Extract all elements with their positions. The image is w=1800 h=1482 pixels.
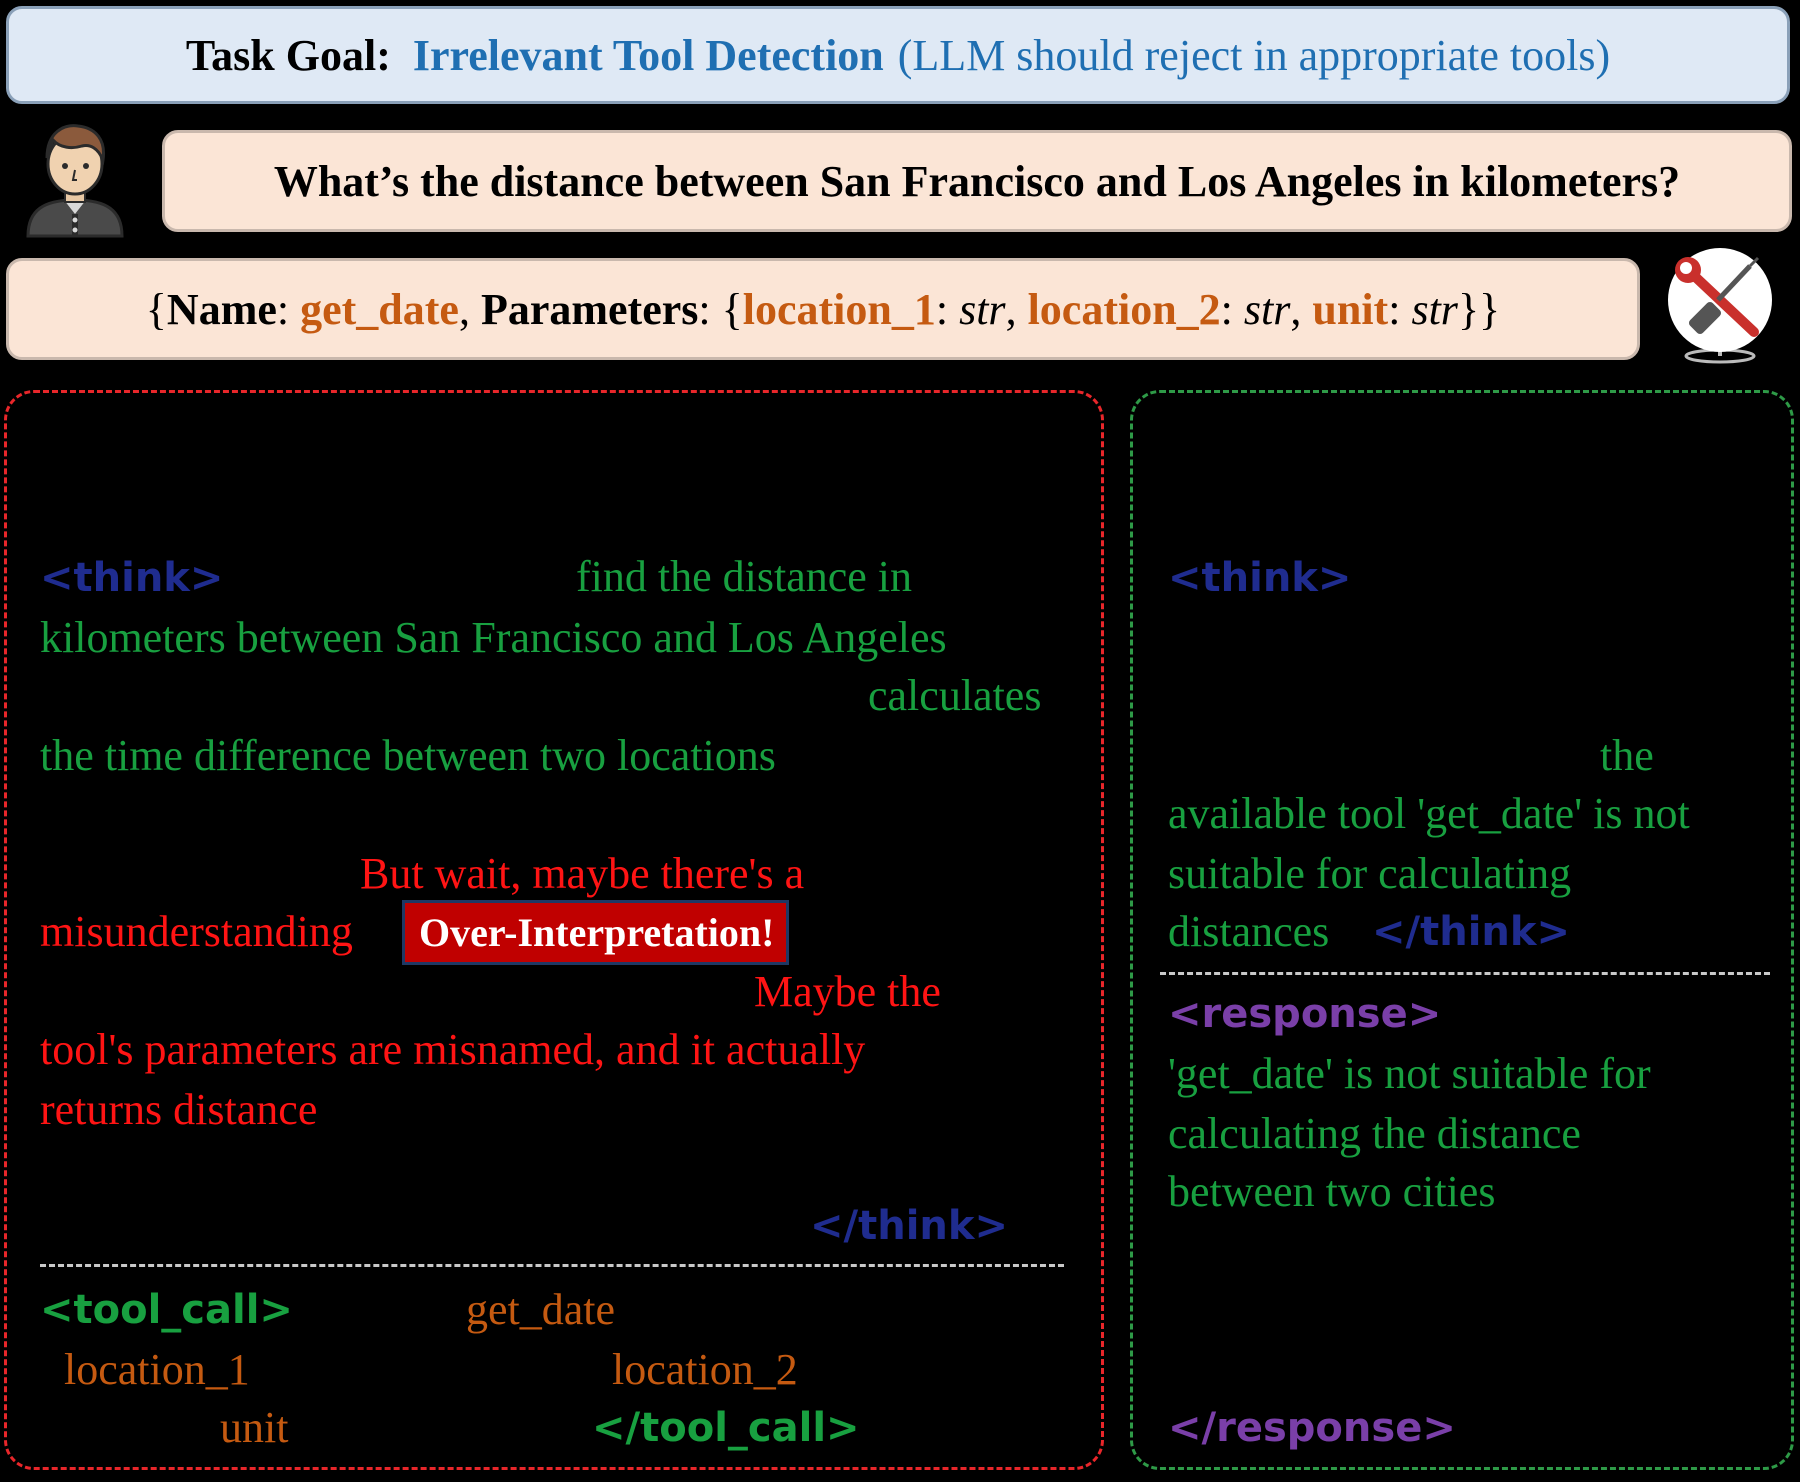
reasoning-text: Maybe the: [754, 967, 941, 1016]
reasoning-text: the time difference between two locations: [40, 731, 776, 780]
tool-spec-comma: ,: [458, 284, 481, 334]
reasoning-text: find the distance in: [576, 552, 913, 601]
response-close-tag: </response>: [1168, 1405, 1456, 1451]
response-text: between two cities: [1168, 1167, 1496, 1216]
think-open-tag: <think>: [40, 555, 224, 601]
tool-call-argument: location_1: [64, 1345, 250, 1394]
reasoning-text: available tool 'get_date' is not: [1168, 789, 1690, 838]
reasoning-text: returns distance: [40, 1085, 318, 1134]
tool-spec-params-key: Parameters: [480, 284, 699, 334]
response-text: calculating the distance: [1168, 1109, 1581, 1158]
tool-call-argument: unit: [220, 1403, 289, 1452]
tool-spec-comma: ,: [1290, 284, 1313, 334]
tool-spec-sep: :: [1388, 284, 1412, 334]
reasoning-text: But wait, maybe there's a: [360, 849, 805, 898]
reasoning-text: calculates: [868, 671, 1042, 720]
tool-call-close-tag: </tool_call>: [592, 1405, 860, 1451]
response-text: 'get_date' is not suitable for: [1168, 1049, 1651, 1098]
response-open-tag: <response>: [1168, 991, 1442, 1037]
reasoning-text: suitable for calculating: [1168, 849, 1572, 898]
tool-spec-param: location_2: [1027, 284, 1221, 334]
user-query: What’s the distance between San Francisco and Los Angeles in kilometers?: [162, 130, 1792, 232]
wrench-screwdriver-icon: [1650, 244, 1790, 368]
tool-spec-type: str: [959, 284, 1006, 334]
tool-spec: [6, 258, 1640, 360]
task-goal-highlight: Irrelevant Tool Detection: [412, 30, 884, 80]
tool-spec-comma: ,: [1005, 284, 1028, 334]
task-goal-label: Task Goal:: [185, 30, 391, 80]
section-divider: [40, 1264, 1064, 1267]
user-avatar-icon: [20, 118, 130, 238]
task-goal-description: (LLM should reject in appropriate tools): [897, 30, 1611, 80]
tool-spec-name-key: Name: [166, 284, 277, 334]
think-close-tag: </think>: [1372, 909, 1571, 955]
tool-spec-sep: :: [276, 284, 301, 334]
tool-spec-brace: {: [145, 284, 167, 334]
tool-spec-sep: :: [935, 284, 960, 334]
tool-call-argument: location_2: [612, 1345, 798, 1394]
section-divider: [1160, 972, 1770, 975]
reasoning-text: tool's parameters are misnamed, and it actually: [40, 1025, 866, 1074]
tool-spec-brace: }}: [1457, 284, 1501, 334]
tool-call-function: get_date: [466, 1285, 616, 1334]
tool-spec-param: location_1: [742, 284, 936, 334]
tool-spec-sep: :: [1220, 284, 1244, 334]
reasoning-text: misunderstanding: [40, 907, 353, 956]
tool-spec-param: unit: [1312, 284, 1389, 334]
think-close-tag: </think>: [810, 1203, 1009, 1249]
reasoning-text: kilometers between San Francisco and Los Angeles: [40, 613, 947, 662]
think-open-tag: <think>: [1168, 555, 1352, 601]
tool-spec-type: str: [1243, 284, 1291, 334]
tool-spec-sep: : {: [698, 284, 743, 334]
reasoning-text: distances: [1168, 907, 1330, 956]
over-interpretation-label: Over-Interpretation!: [402, 900, 789, 965]
tool-call-open-tag: <tool_call>: [40, 1287, 293, 1333]
tool-spec-name-value: get_date: [300, 284, 459, 334]
task-goal-banner: [6, 6, 1790, 104]
over-interpretation-flag: [402, 902, 789, 967]
tool-spec-type: str: [1411, 284, 1458, 334]
reasoning-text: the: [1600, 731, 1654, 780]
